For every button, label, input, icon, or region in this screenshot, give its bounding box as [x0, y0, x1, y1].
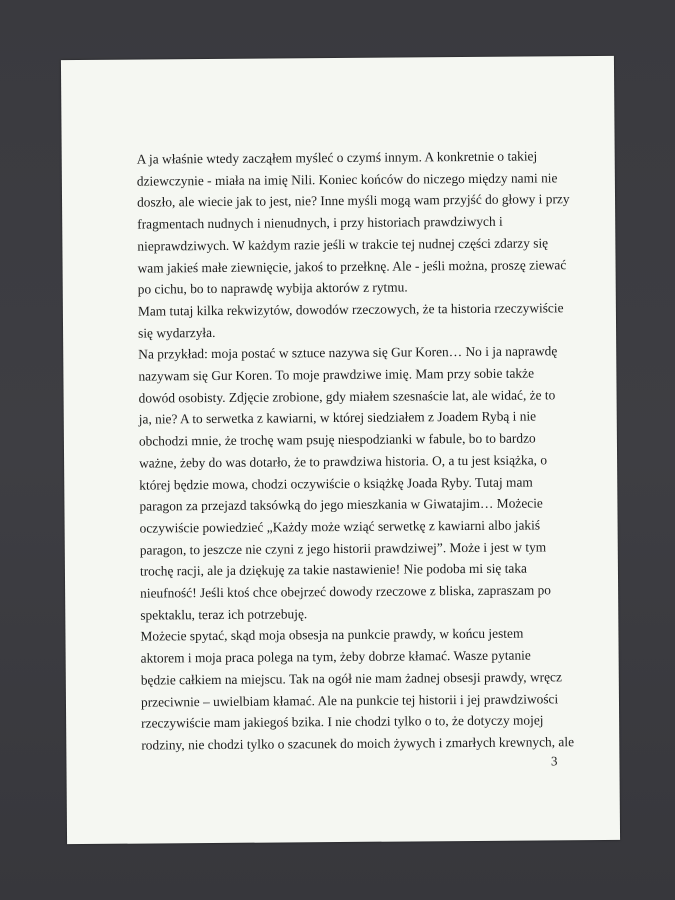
- text-line: której będzie mowa, chodzi oczywiście o książkę Joada Ryby. Tutaj mam: [139, 474, 533, 493]
- text-line: Na przykład: moja postać w sztuce nazywa się Gur Koren… No i ja naprawdę: [138, 343, 558, 362]
- text-line: Możecie spytać, skąd moja obsesja na punkcie prawdy, w końcu jestem: [140, 626, 524, 645]
- text-line: dziewczynie - miała na imię Nili. Koniec końców do niczego między nami nie: [136, 169, 558, 189]
- text-line: paragon za przejazd taksówką do jego mieszkania w Giwatajim… Możecie: [139, 495, 543, 514]
- text-line: paragon, to jeszcze nie czyni z jego historii prawdziwej”. Może i jest w tym: [139, 539, 547, 558]
- text-line: aktorem i moja praca polega na tym, żeby dobrze kłamać. Wasze pytanie: [140, 647, 531, 666]
- text-line: ważne, żeby do was dotarło, że to prawdziwa historia. O, a tu jest książka, o: [139, 452, 548, 471]
- text-line: wam jakieś małe ziewnięcie, jakoś to przełknę. Ale - jeśli można, proszę ziewać: [137, 256, 567, 276]
- text-line: przeciwnie – uwielbiam kłamać. Ale na punkcie tej historii i jej prawdziwości: [140, 690, 559, 710]
- text-line: rzeczywiście mam jakiegoś bzika. I nie chodzi tylko o to, że dotyczy mojej: [141, 712, 544, 731]
- text-line: ja, nie? A to serwetka z kawiarni, w której siedziałem z Joadem Rybą i nie: [138, 408, 537, 428]
- text-line: trochę racji, ale ja dziękuję za takie nastawienie! Nie podoba mi się taka: [139, 560, 528, 579]
- document-page: [61, 56, 620, 844]
- page-number: 3: [550, 753, 558, 769]
- text-line: dowód osobisty. Zdjęcie zrobione, gdy miałem szesnaście lat, ale widać, że to: [138, 387, 556, 406]
- text-line: fragmentach nudnych i nienudnych, i przy historiach prawdziwych i: [137, 213, 503, 232]
- text-line: doszło, ale wiecie jak to jest, nie? Inne myśli mogą wam przyjść do głowy i przy: [136, 191, 570, 210]
- text-line: obchodzi mnie, że trochę wam psuję niespodzianki w fabule, bo to bardzo: [138, 430, 536, 449]
- text-line: nieufność! Jeśli ktoś chce obejrzeć dowody rzeczowe z bliska, zapraszam po: [140, 582, 552, 601]
- text-line: spektaklu, teraz ich potrzebuję.: [140, 606, 308, 623]
- text-line: nazywam się Gur Koren. To moje prawdziwe imię. Mam przy sobie także: [138, 365, 535, 384]
- text-line: będzie całkiem na miejscu. Tak na ogół nie mam żadnej obsesji prawdy, wręcz: [140, 669, 562, 688]
- text-line: A ja właśnie wtedy zacząłem myśleć o czymś innym. A konkretnie o takiej: [136, 148, 538, 167]
- text-line: Mam tutaj kilka rekwizytów, dowodów rzeczowych, że ta historia rzeczywiście: [137, 300, 564, 319]
- text-line: się wydarzyła.: [138, 324, 216, 341]
- text-line: oczywiście powiedzieć „Każdy może wziąć serwetkę z kawiarni albo jakiś: [139, 517, 541, 536]
- text-line: po cichu, bo to naprawdę wybija aktorów z rytmu.: [137, 279, 408, 297]
- text-line: nieprawdziwych. W każdym razie jeśli w trakcie tej nudnej części zdarzy się: [137, 235, 549, 254]
- body-text: [136, 145, 575, 756]
- text-line: rodziny, nie chodzi tylko o szacunek do moich żywych i zmarłych krewnych, ale: [141, 734, 575, 753]
